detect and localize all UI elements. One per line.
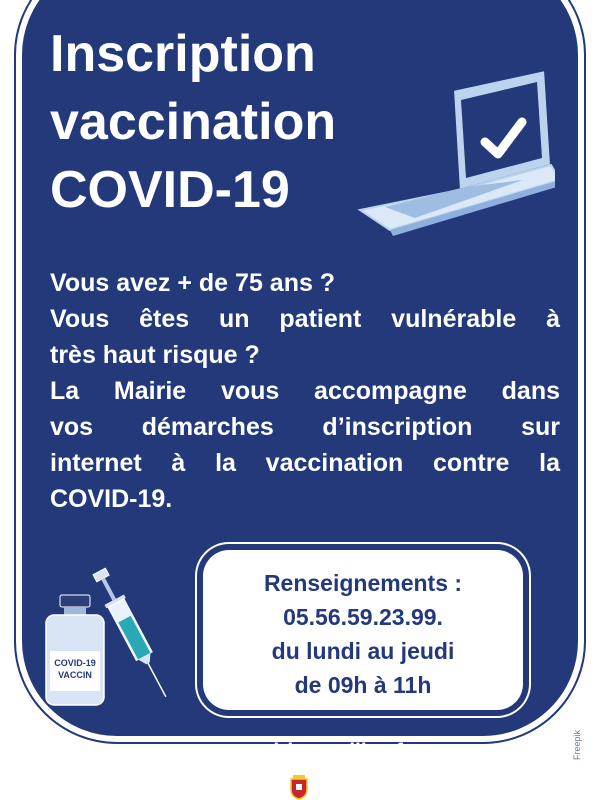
vial-label-line-1: COVID-19 bbox=[54, 658, 96, 668]
title-line-1: Inscription bbox=[50, 25, 316, 83]
body-line: Vous êtes un patient vulnérable à bbox=[50, 305, 560, 333]
info-label: Renseignements : bbox=[263, 570, 463, 596]
info-hours: de 09h à 11h bbox=[294, 672, 432, 698]
title-line-2: vaccination bbox=[50, 93, 337, 151]
body-line: COVID-19. bbox=[50, 485, 173, 513]
body-line: Vous avez + de 75 ans ? bbox=[50, 269, 336, 297]
body-line: vos démarches d’inscription sur bbox=[50, 413, 560, 441]
info-box bbox=[203, 550, 523, 710]
town-crest-icon bbox=[287, 775, 311, 800]
body-text bbox=[50, 265, 560, 517]
info-days: du lundi au jeudi bbox=[271, 638, 455, 664]
body-line: internet à la vaccination contre la bbox=[50, 449, 560, 477]
website-link[interactable]: www.mairie-pauillac.fr bbox=[188, 740, 412, 763]
info-phone[interactable]: 05.56.59.23.99. bbox=[283, 604, 443, 630]
body-line: très haut risque ? bbox=[50, 341, 260, 369]
vaccine-syringe-icon bbox=[38, 565, 188, 715]
poster-title bbox=[50, 20, 336, 224]
image-credit: Freepik bbox=[572, 729, 582, 760]
vial-label-line-2: VACCIN bbox=[58, 670, 92, 680]
body-line: La Mairie vous accompagne dans bbox=[50, 377, 560, 405]
laptop-check-icon bbox=[355, 70, 555, 240]
title-line-3: COVID-19 bbox=[50, 161, 290, 219]
